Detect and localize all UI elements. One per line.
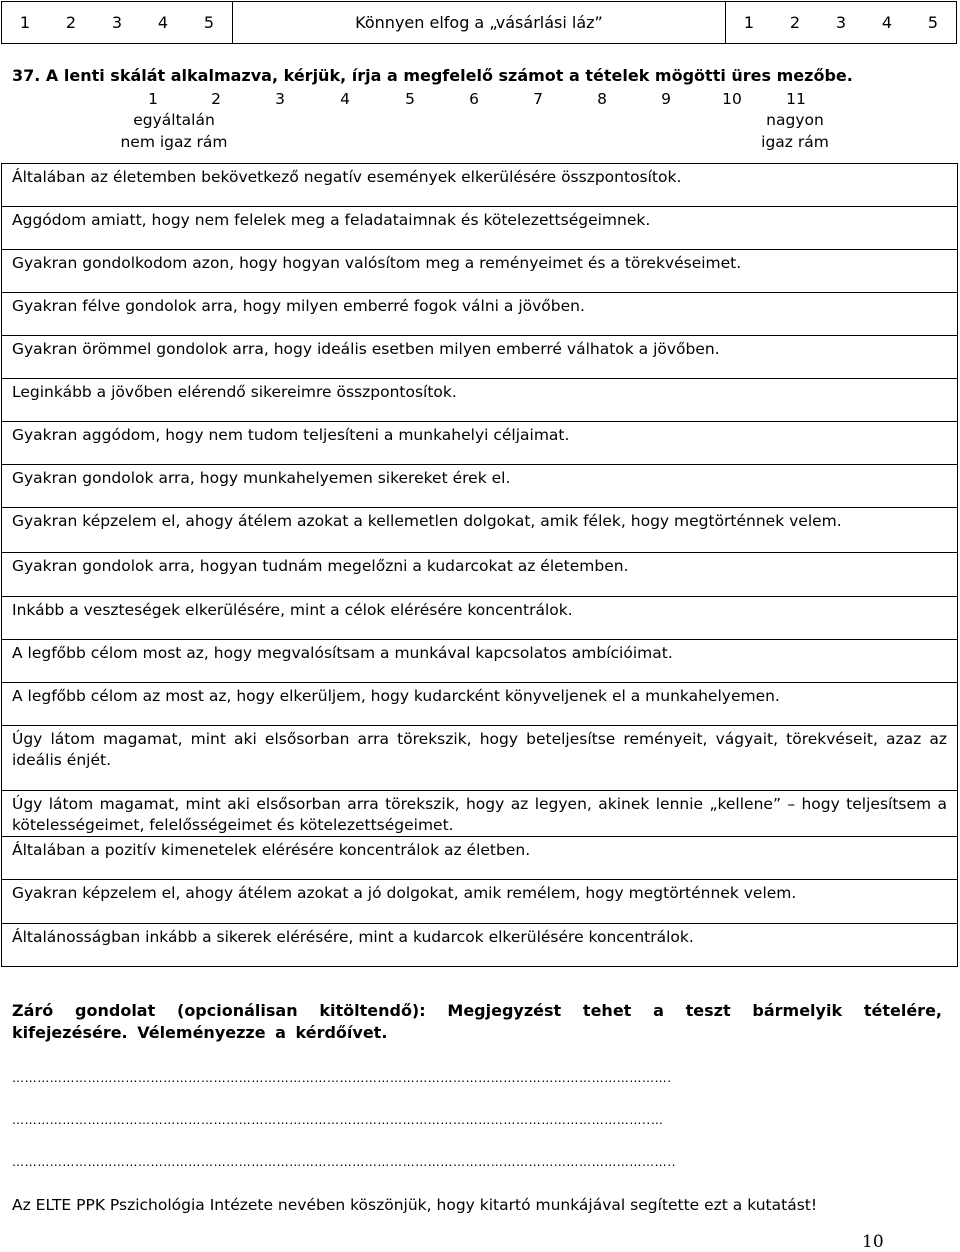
header-title: Könnyen elfog a „vásárlási láz” xyxy=(233,2,726,44)
item-cell[interactable]: Úgy látom magamat, mint aki elsősorban arra törekszik, hogy az legyen, akinek lennie „kellene” – hogy teljesítsem a kötelességeimet, felelősségeimet és kötelezettségeimet. xyxy=(2,791,958,837)
items-table xyxy=(1,163,958,967)
header-left-numbers xyxy=(2,2,233,44)
item-cell[interactable]: Gyakran képzelem el, ahogy átélem azokat a jó dolgokat, amik remélem, hogy megtörténnek velem. xyxy=(2,880,958,924)
header-right-numbers xyxy=(726,2,957,44)
scale-high-line1: nagyon xyxy=(766,111,824,129)
item-cell[interactable]: Gyakran örömmel gondolok arra, hogy ideális esetben milyen emberré válhatok a jövőben. xyxy=(2,336,958,379)
scale-number: 3 xyxy=(275,90,285,108)
header-left-number: 4 xyxy=(157,13,169,32)
item-cell[interactable]: Általában az életemben bekövetkező negatív események elkerülésére összpontosítok. xyxy=(2,164,958,207)
header-table xyxy=(1,1,957,44)
answer-line[interactable]: ……………………………………………………………………………………………………………………………………..… xyxy=(12,1113,664,1127)
item-cell[interactable]: Leginkább a jövőben elérendő sikereimre összpontosítok. xyxy=(2,379,958,422)
closing-note: Záró gondolat (opcionálisan kitöltendő): Megjegyzést tehet a teszt bármelyik tételére, kifejezésére. Véleményezze a kérdőívet. xyxy=(12,1001,942,1042)
item-cell[interactable]: Gyakran gondolok arra, hogyan tudnám megelőzni a kudarcokat az életemben. xyxy=(2,553,958,597)
header-right-number: 5 xyxy=(927,13,939,32)
page-number: 10 xyxy=(862,1232,884,1252)
item-cell[interactable]: Aggódom amiatt, hogy nem felelek meg a feladataimnak és kötelezettségeimnek. xyxy=(2,207,958,250)
item-cell[interactable]: Gyakran félve gondolok arra, hogy milyen emberré fogok válni a jövőben. xyxy=(2,293,958,336)
item-cell[interactable]: Inkább a veszteségek elkerülésére, mint a célok elérésére koncentrálok. xyxy=(2,597,958,640)
answer-line[interactable]: …………………………………………………………………………………………………………………………………………. xyxy=(12,1071,672,1085)
header-left-number: 2 xyxy=(65,13,77,32)
header-right-number: 2 xyxy=(789,13,801,32)
item-cell[interactable]: Úgy látom magamat, mint aki elsősorban arra törekszik, hogy beteljesítse reményeit, vágyait, törekvéseit, azaz az ideális énjét. xyxy=(2,726,958,791)
scale-low-line2: nem igaz rám xyxy=(120,133,228,151)
scale-high-anchor xyxy=(740,109,850,153)
item-cell[interactable]: A legfőbb célom most az, hogy megvalósítsam a munkával kapcsolatos ambícióimat. xyxy=(2,640,958,683)
scale-low-anchor xyxy=(104,109,244,153)
item-cell[interactable]: A legfőbb célom az most az, hogy elkerüljem, hogy kudarcként könyveljenek el a munkahelyemen. xyxy=(2,683,958,726)
header-left-number: 5 xyxy=(203,13,215,32)
scale-number: 7 xyxy=(533,90,543,108)
item-cell[interactable]: Gyakran képzelem el, ahogy átélem azokat a kellemetlen dolgokat, amik félek, hogy megtörténnek velem. xyxy=(2,508,958,553)
header-right-number: 4 xyxy=(881,13,893,32)
item-cell[interactable]: Gyakran aggódom, hogy nem tudom teljesíteni a munkahelyi céljaimat. xyxy=(2,422,958,465)
item-cell[interactable]: Általánosságban inkább a sikerek elérésére, mint a kudarcok elkerülésére koncentrálok. xyxy=(2,924,958,967)
header-left-number: 3 xyxy=(111,13,123,32)
item-cell[interactable]: Gyakran gondolok arra, hogy munkahelyemen sikereket érek el. xyxy=(2,465,958,508)
scale-number: 11 xyxy=(786,90,806,108)
header-left-number: 1 xyxy=(19,13,31,32)
scale-number: 1 xyxy=(148,90,158,108)
scale-number: 5 xyxy=(405,90,415,108)
item-cell[interactable]: Általában a pozitív kimenetelek elérésére koncentrálok az életben. xyxy=(2,837,958,880)
item-cell[interactable]: Gyakran gondolkodom azon, hogy hogyan valósítom meg a reményeimet és a törekvéseimet. xyxy=(2,250,958,293)
answer-line[interactable]: ………………………………………………………………………………………………………………………………………….. xyxy=(12,1155,677,1169)
question-title: 37. A lenti skálát alkalmazva, kérjük, írja a megfelelő számot a tételek mögötti üres mezőbe. xyxy=(12,66,853,85)
scale-number: 9 xyxy=(661,90,671,108)
scale-number: 2 xyxy=(211,90,221,108)
header-right-number: 1 xyxy=(743,13,755,32)
scale-numbers xyxy=(0,90,960,110)
scale-number: 4 xyxy=(340,90,350,108)
thanks-text: Az ELTE PPK Pszichológia Intézete nevében köszönjük, hogy kitartó munkájával segítette ezt a kutatást! xyxy=(12,1196,818,1214)
scale-low-line1: egyáltalán xyxy=(133,111,215,129)
scale-high-line2: igaz rám xyxy=(761,133,829,151)
scale-number: 10 xyxy=(722,90,742,108)
header-right-number: 3 xyxy=(835,13,847,32)
scale-number: 8 xyxy=(597,90,607,108)
scale-number: 6 xyxy=(469,90,479,108)
